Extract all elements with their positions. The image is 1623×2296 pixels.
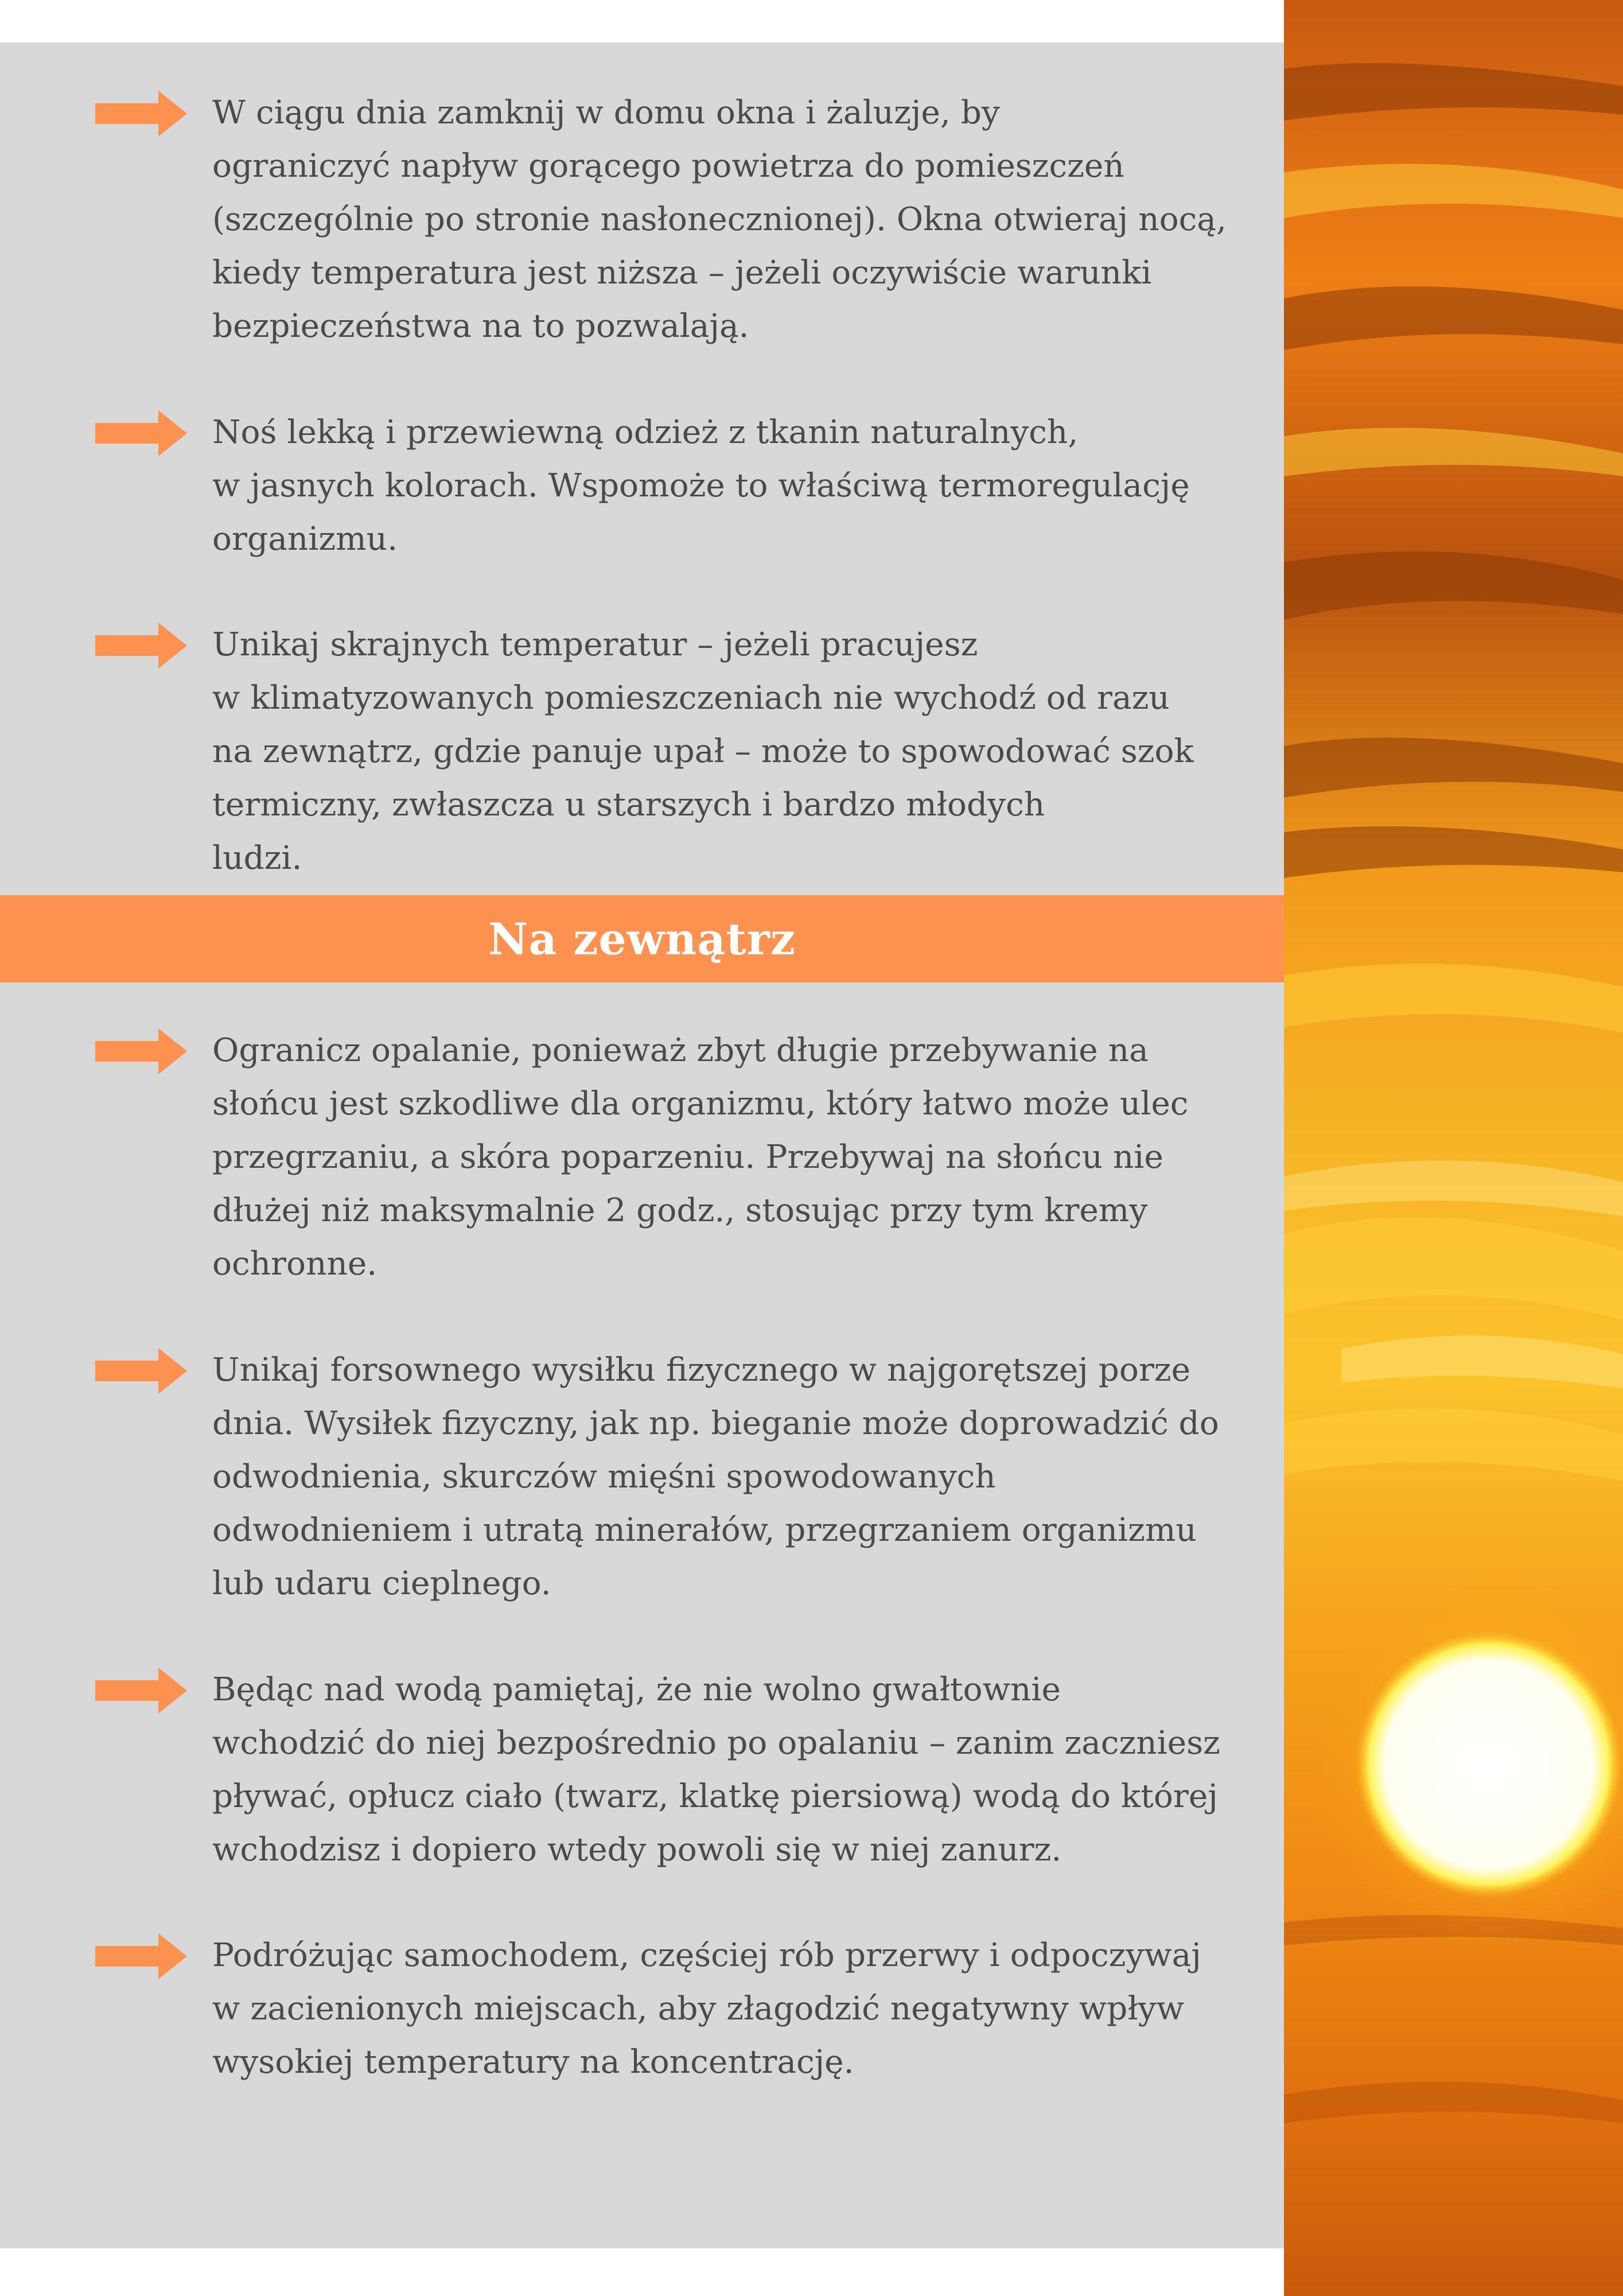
arrow-right-icon: [95, 1668, 187, 1714]
arrow-right-icon: [95, 623, 187, 669]
section-heading-band: [0, 895, 1284, 982]
tip-text: Noś lekką i przewiewną odzież z tkanin naturalnych, w jasnych kolorach. Wspomoże to właściwą termoregulację organizmu.: [212, 414, 1190, 558]
tip-text: Unikaj skrajnych temperatur – jeżeli pracujesz w klimatyzowanych pomieszczeniach nie wychodź od razu na zewnątrz, gdzie panuje upał – może to spowodować szok termiczny, zwłaszcza u starszych i bardzo młodych ludzi.: [212, 626, 1194, 877]
arrow-right-icon: [95, 1348, 187, 1394]
tip-text: Ogranicz opalanie, ponieważ zbyt długie przebywanie na słońcu jest szkodliwe dla organizmu, który łatwo może ulec przegrzaniu, a skóra poparzeniu. Przebywaj na słońcu nie dłużej niż maksymalnie 2 godz., stosując przy tym kremy ochronne.: [212, 1032, 1189, 1283]
tip-text: Będąc nad wodą pamiętaj, że nie wolno gwałtownie wchodzić do niej bezpośrednio po opalaniu – zanim zaczniesz pływać, opłucz ciało (twarz, klatkę piersiową) wodą do której wchodzisz i dopiero wtedy powoli się w niej zanurz.: [212, 1671, 1220, 1868]
arrow-right-icon: [95, 1028, 187, 1074]
tip-text: Podróżując samochodem, częściej rób przerwy i odpoczywaj w zacienionych miejscach, aby złagodzić negatywny wpływ wysokiej temperatury na koncentrację.: [212, 1937, 1201, 2081]
sunset-image: [1284, 0, 1623, 2296]
sunset-illustration: [1284, 0, 1623, 2296]
tip-text: Unikaj forsownego wysiłku fizycznego w najgorętszej porze dnia. Wysiłek fizyczny, jak np. bieganie może doprowadzić do odwodnienia, skurczów mięśni spowodowanych odwodnieniem i utratą minerałów, przegrzaniem organizmu lub udaru cieplnego.: [212, 1351, 1219, 1602]
section-heading: Na zewnątrz: [488, 913, 796, 965]
arrow-right-icon: [95, 1933, 187, 1979]
arrow-right-icon: [95, 410, 187, 456]
tip-text: W ciągu dnia zamknij w domu okna i żaluzje, by ograniczyć napływ gorącego powietrza do pomieszczeń (szczególnie po stronie nasłonecznionej). Okna otwieraj nocą, kiedy temperatura jest niższa – jeżeli oczywiście warunki bezpieczeństwa na to pozwalają.: [212, 94, 1227, 345]
arrow-right-icon: [95, 91, 187, 137]
